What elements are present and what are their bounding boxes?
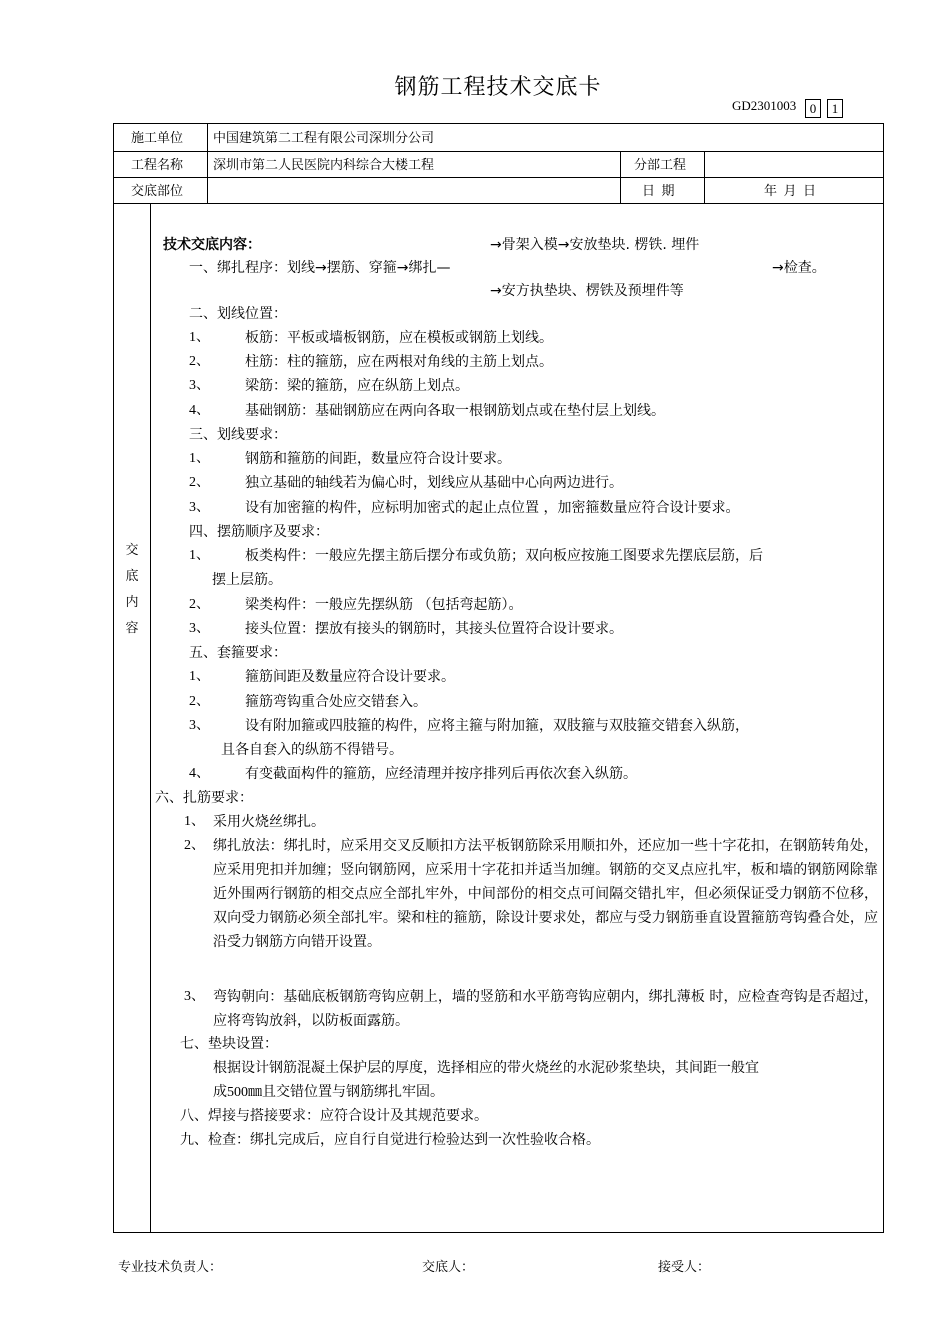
side-char: 底 bbox=[125, 568, 139, 583]
unit-label: 施工单位 bbox=[131, 130, 184, 145]
col-divider bbox=[704, 151, 705, 204]
section-7-title: 七、垫块设置： bbox=[180, 1036, 278, 1052]
text-run: 且交错位置与钢筋绑扎牢固。 bbox=[262, 1084, 444, 1100]
list-number: 1、 bbox=[189, 669, 210, 684]
list-item: 梁筋：梁的箍筋，应在纵筋上划点。 bbox=[245, 378, 469, 394]
sub-project-label: 分部工程 bbox=[634, 157, 687, 172]
code-box-1: 0 bbox=[805, 99, 821, 118]
tech-lead-signature: 专业技术负责人： bbox=[118, 1259, 223, 1274]
list-item: 箍筋弯钩重合处应交错套入。 bbox=[245, 694, 427, 710]
list-item: 独立基础的轴线若为偏心时，划线应从基础中心向两边进行。 bbox=[245, 475, 623, 491]
row-divider bbox=[113, 177, 883, 178]
part-label: 交底部位 bbox=[131, 183, 184, 198]
list-number: 3、 bbox=[189, 718, 210, 733]
list-item: 基础钢筋：基础钢筋应在两向各取一根钢筋划点或在垫付层上划线。 bbox=[245, 403, 665, 419]
code-box-2: 1 bbox=[827, 99, 843, 118]
col-divider bbox=[620, 151, 621, 204]
section-4-title: 四、摆筋顺序及要求： bbox=[189, 524, 329, 540]
side-char: 内 bbox=[125, 594, 139, 609]
list-number: 3、 bbox=[189, 378, 210, 393]
row-divider bbox=[113, 203, 883, 204]
side-label bbox=[118, 537, 146, 641]
section-7-text-cont bbox=[213, 1080, 444, 1105]
list-number: 1、 bbox=[189, 451, 210, 466]
list-number: 2、 bbox=[189, 475, 210, 490]
list-number: 1、 bbox=[189, 330, 210, 345]
list-number: 2、 bbox=[189, 694, 210, 709]
col-divider bbox=[150, 203, 151, 1232]
list-item: 设有加密箍的构件，应标明加密式的起止点位置 ，加密箍数量应符合设计要求。 bbox=[245, 500, 740, 516]
list-item-cont: 摆上层筋。 bbox=[212, 572, 282, 588]
list-item-paragraph: 绑扎放法：绑扎时，应采用交叉反顺扣方法平板钢筋除采用顺扣外，还应加一些十字花扣，在钢筋转角处，应采用兜扣并加缠；竖向钢筋网，应采用十字花扣并适当加缠。钢筋的交叉点应扎牢，板和墙的钢筋网除靠近外围两行钢筋的相交点应全部扎牢外，中间部份的相交点可间隔交错扎牢，但必须保证受力钢筋不位移，双向受力钢筋必须全部扎牢。梁和柱的箍筋，除设计要求处，都应与受力钢筋垂直设置箍筋弯钩叠合处，应沿受力钢筋方向错开设置。 bbox=[213, 838, 878, 950]
list-item: 梁类构件：一般应先摆纵筋 （包括弯起筋）。 bbox=[245, 597, 523, 613]
col-divider bbox=[207, 123, 208, 204]
list-number: 1、 bbox=[184, 814, 205, 829]
list-item: 板类构件：一般应先摆主筋后摆分布或负筋；双向板应按施工图要求先摆底层筋，后 bbox=[245, 548, 763, 564]
row-divider bbox=[113, 151, 883, 152]
list-item: 有变截面构件的箍筋，应经清理并按序排列后再依次套入纵筋。 bbox=[245, 766, 637, 782]
procedure-branch-top: →骨架入模→安放垫块. 楞铁. 埋件 bbox=[490, 237, 700, 253]
list-number: 2、 bbox=[189, 354, 210, 369]
section-9: 九、检查：绑扎完成后，应自行自觉进行检验达到一次性验收合格。 bbox=[180, 1132, 600, 1148]
list-number: 3、 bbox=[189, 621, 210, 636]
list-number: 2、 bbox=[184, 838, 205, 853]
list-item: 接头位置：摆放有接头的钢筋时，其接头位置符合设计要求。 bbox=[245, 621, 623, 637]
list-number: 2、 bbox=[189, 597, 210, 612]
document-title: 钢筋工程技术交底卡 bbox=[394, 75, 602, 100]
list-number: 4、 bbox=[189, 766, 210, 781]
text-run: 成 bbox=[213, 1084, 227, 1100]
side-char: 容 bbox=[125, 620, 139, 635]
list-item: 柱筋：柱的箍筋，应在两根对角线的主筋上划点。 bbox=[245, 354, 553, 370]
list-item: 采用火烧丝绑扎。 bbox=[213, 814, 325, 830]
list-item: 钢筋和箍筋的间距，数量应符合设计要求。 bbox=[245, 451, 511, 467]
project-label: 工程名称 bbox=[131, 157, 184, 172]
side-char: 交 bbox=[125, 542, 139, 557]
date-value: 年 月 日 bbox=[764, 183, 817, 198]
section-6-title: 六、扎筋要求： bbox=[155, 790, 253, 806]
list-item: 板筋：平板或墙板钢筋，应在模板或钢筋上划线。 bbox=[245, 330, 553, 346]
list-item-cont: 且各自套入的纵筋不得错号。 bbox=[221, 742, 403, 758]
spacing-value: 500㎜ bbox=[227, 1085, 262, 1100]
procedure-end: →检查。 bbox=[772, 260, 826, 276]
content-heading: 技术交底内容： bbox=[163, 237, 261, 253]
section-3-title: 三、划线要求： bbox=[189, 427, 287, 443]
section-7-text: 根据设计钢筋混凝土保护层的厚度，选择相应的带火烧丝的水泥砂浆垫块，其间距一般宜 bbox=[213, 1060, 759, 1076]
section-5-title: 五、套箍要求： bbox=[189, 645, 287, 661]
list-item: 设有附加箍或四肢箍的构件，应将主箍与附加箍，双肢箍与双肢箍交错套入纵筋， bbox=[245, 718, 749, 734]
discloser-signature: 交底人： bbox=[422, 1259, 475, 1274]
section-8: 八、焊接与搭接要求：应符合设计及其规范要求。 bbox=[180, 1108, 488, 1124]
list-number: 3、 bbox=[184, 989, 205, 1004]
date-label: 日 期 bbox=[642, 183, 675, 198]
list-item: 箍筋间距及数量应符合设计要求。 bbox=[245, 669, 455, 685]
procedure-branch-bottom: →安方执垫块、楞铁及预埋件等 bbox=[490, 283, 684, 299]
list-number: 1、 bbox=[189, 548, 210, 563]
section-2-title: 二、划线位置： bbox=[189, 306, 287, 322]
project-value: 深圳市第二人民医院内科综合大楼工程 bbox=[213, 157, 435, 172]
list-number: 4、 bbox=[189, 403, 210, 418]
receiver-signature: 接受人： bbox=[658, 1259, 711, 1274]
unit-value: 中国建筑第二工程有限公司深圳分公司 bbox=[213, 130, 435, 145]
list-number: 3、 bbox=[189, 500, 210, 515]
procedure-label: 一、绑扎程序：划线→摆筋、穿箍→绑扎— bbox=[189, 260, 451, 276]
document-code: GD2301003 bbox=[732, 98, 797, 113]
list-item-paragraph: 弯钩朝向：基础底板钢筋弯钩应朝上，墙的竖筋和水平筋弯钩应朝内，绑扎薄板 时，应检查弯钩是否超过，应将弯钩放斜，以防板面露筋。 bbox=[213, 989, 878, 1029]
